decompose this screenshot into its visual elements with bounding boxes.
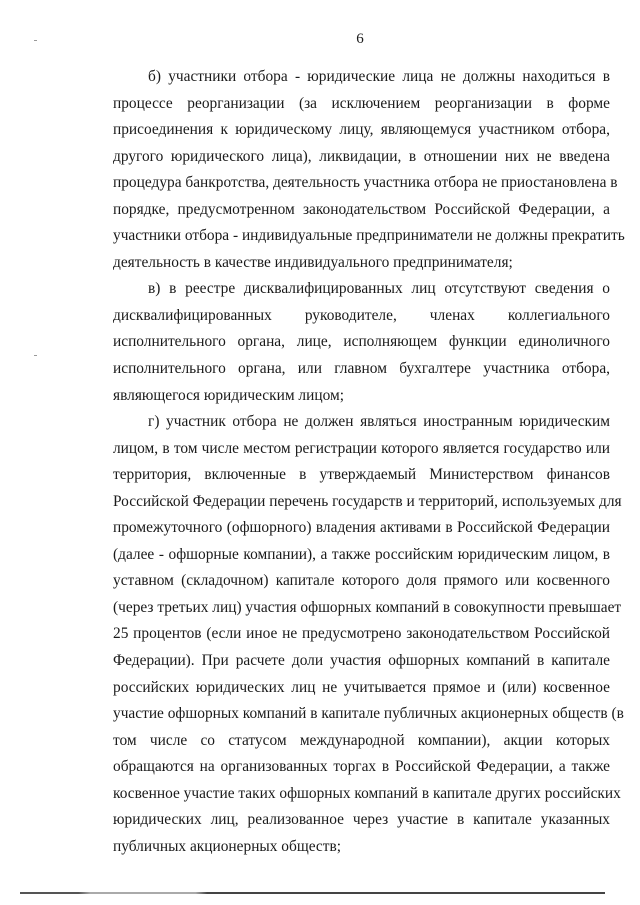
text-line: дисквалифицированных руководителе, членах коллегиального <box>113 306 610 324</box>
text-line: порядке, предусмотренном законодательством Российской Федерации, а <box>113 200 610 218</box>
scan-mark <box>34 40 37 41</box>
text-line: публичных акционерных обществ; <box>113 837 342 855</box>
text-line: российских юридических лиц не учитывается прямое и (или) косвенное <box>113 678 610 696</box>
text-line: (через третьих лиц) участия офшорных компаний в совокупности превышает <box>113 598 622 616</box>
scan-mark <box>34 355 37 356</box>
text-line: (далее - офшорные компании), а также российским юридическим лицом, в <box>113 545 610 563</box>
text-line: промежуточного (офшорного) владения активами в Российской Федерации <box>113 519 610 537</box>
text-line: процессе реорганизации (за исключением реорганизации в форме <box>113 94 610 112</box>
text-line: том числе со статусом международной компании), акции которых <box>113 731 610 749</box>
paragraph <box>113 64 625 276</box>
text-line: исполнительного органа, или главном бухгалтере участника отбора, <box>113 360 610 378</box>
text-line: 25 процентов (если иное не предусмотрено законодательством Российской <box>113 625 610 643</box>
text-line: лицом, в том числе местом регистрации которого является государство или <box>113 439 610 457</box>
text-line: процедура банкротства, деятельность участника отбора не приостановлена в <box>113 174 618 192</box>
text-line: б) участники отбора - юридические лица не должны находиться в <box>148 68 610 85</box>
text-line: в) в реестре дисквалифицированных лиц отсутствуют сведения о <box>148 280 610 298</box>
text-line: другого юридического лица), ликвидации, в отношении них не введена <box>113 147 610 165</box>
paragraph <box>113 276 610 409</box>
paragraph <box>113 409 624 860</box>
text-line: исполнительного органа, лице, исполняющем функции единоличного <box>113 333 610 351</box>
text-line: косвенное участие таких офшорных компаний в капитале других российских <box>113 784 621 802</box>
text-line: уставном (складочном) капитале которого доля прямого или косвенного <box>113 572 610 590</box>
text-line: юридических лиц, реализованное через участие в капитале указанных <box>113 811 610 829</box>
text-line: деятельность в качестве индивидуального предпринимателя; <box>113 253 513 271</box>
page-number: 6 <box>356 31 364 47</box>
page-bottom-edge <box>20 892 605 894</box>
text-line: г) участник отбора не должен являться иностранным юридическим <box>148 413 610 431</box>
text-line: участники отбора - индивидуальные предприниматели не должны прекратить <box>113 227 625 245</box>
text-line: обращаются на организованных торгах в Российской Федерации, а также <box>113 758 610 776</box>
text-line: территория, включенные в утверждаемый Министерством финансов <box>113 466 610 484</box>
text-line: Федерации). При расчете доли участия офшорных компаний в капитале <box>113 652 610 670</box>
text-line: присоединения к юридическому лицу, являющемуся участником отбора, <box>113 121 610 139</box>
text-line: участие офшорных компаний в капитале публичных акционерных обществ (в <box>113 705 624 723</box>
document-body <box>113 64 625 860</box>
text-line: являющегося юридическим лицом; <box>113 386 345 404</box>
text-line: Российской Федерации перечень государств и территорий, используемых для <box>113 492 622 510</box>
